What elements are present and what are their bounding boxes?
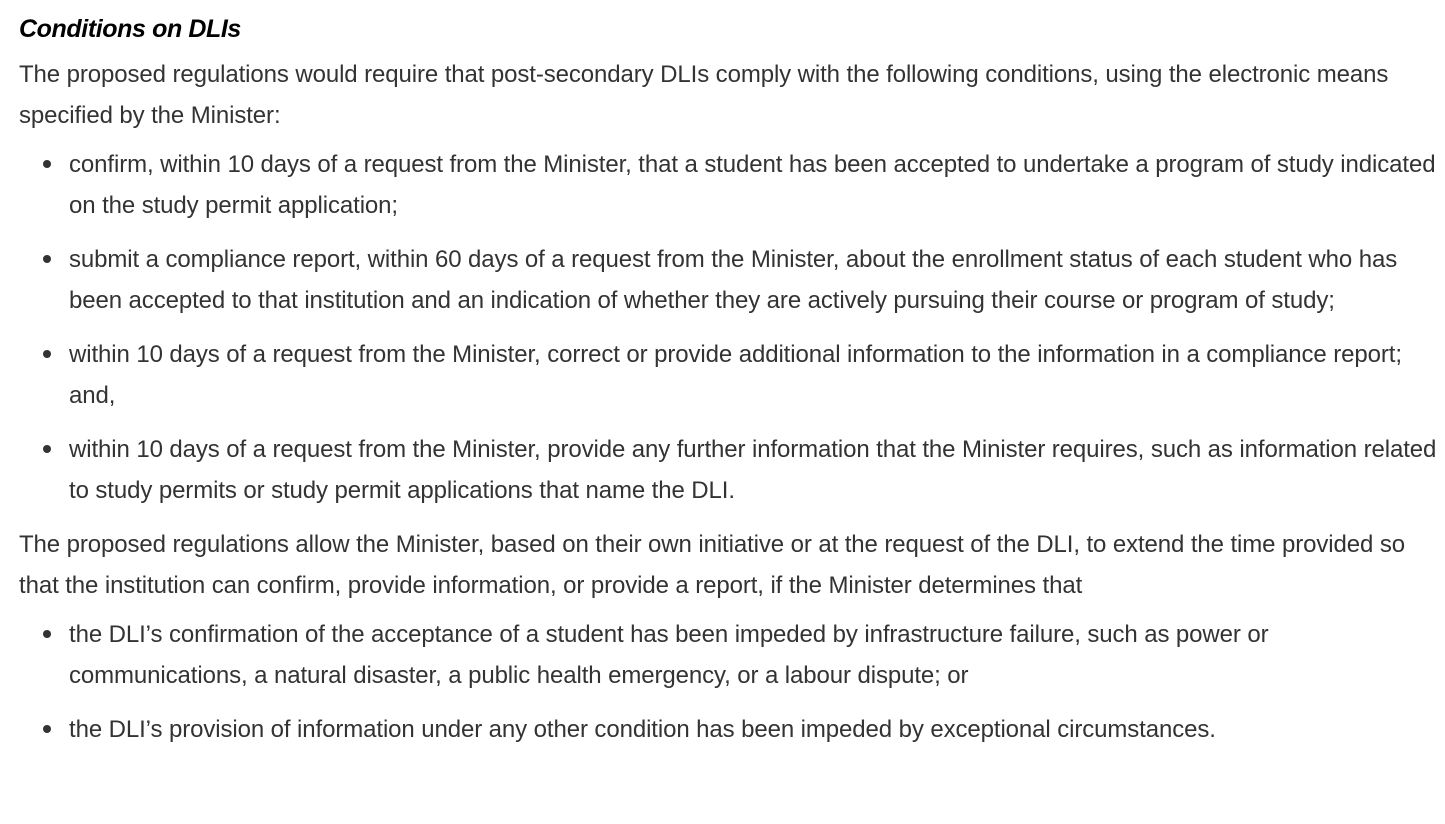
section-heading: Conditions on DLIs xyxy=(19,15,241,43)
list-item xyxy=(69,144,1439,226)
bullet-icon xyxy=(43,725,51,733)
extension-conditions-list xyxy=(19,614,1439,750)
intro-paragraph: The proposed regulations would require that post-secondary DLIs comply with the following conditions, using the electronic means specified by the Minister: xyxy=(19,61,1389,129)
list-item-text: submit a compliance report, within 60 days of a request from the Minister, about the enrollment status of each student who has been accepted to that institution and an indication of whether they are actively pursuing their course or program of study; xyxy=(69,246,1398,314)
list-item xyxy=(69,429,1439,511)
conditions-list xyxy=(19,144,1439,511)
list-item xyxy=(69,709,1439,750)
list-item xyxy=(69,239,1439,321)
list-item-text: the DLI’s confirmation of the acceptance of a student has been impeded by infrastructure failure, such as power or communications, a natural disaster, a public health emergency, or a labour dispute; or xyxy=(69,621,1269,689)
bullet-icon xyxy=(43,160,51,168)
list-item-text: confirm, within 10 days of a request from the Minister, that a student has been accepted to undertake a program of study indicated on the study permit application; xyxy=(69,151,1436,219)
bullet-icon xyxy=(43,445,51,453)
list-item-text: the DLI’s provision of information under any other condition has been impeded by exceptional circumstances. xyxy=(69,716,1216,743)
bullet-icon xyxy=(43,255,51,263)
bullet-icon xyxy=(43,630,51,638)
list-item xyxy=(69,614,1439,696)
list-item-text: within 10 days of a request from the Minister, provide any further information that the Minister requires, such as information related to study permits or study permit applications that name the DLI. xyxy=(69,436,1437,504)
extension-paragraph: The proposed regulations allow the Minister, based on their own initiative or at the request of the DLI, to extend the time provided so that the institution can confirm, provide information, or provide a report, if the Minister determines that xyxy=(19,531,1405,599)
list-item-text: within 10 days of a request from the Minister, correct or provide additional information to the information in a compliance report; and, xyxy=(69,341,1402,409)
list-item xyxy=(69,334,1439,416)
bullet-icon xyxy=(43,350,51,358)
